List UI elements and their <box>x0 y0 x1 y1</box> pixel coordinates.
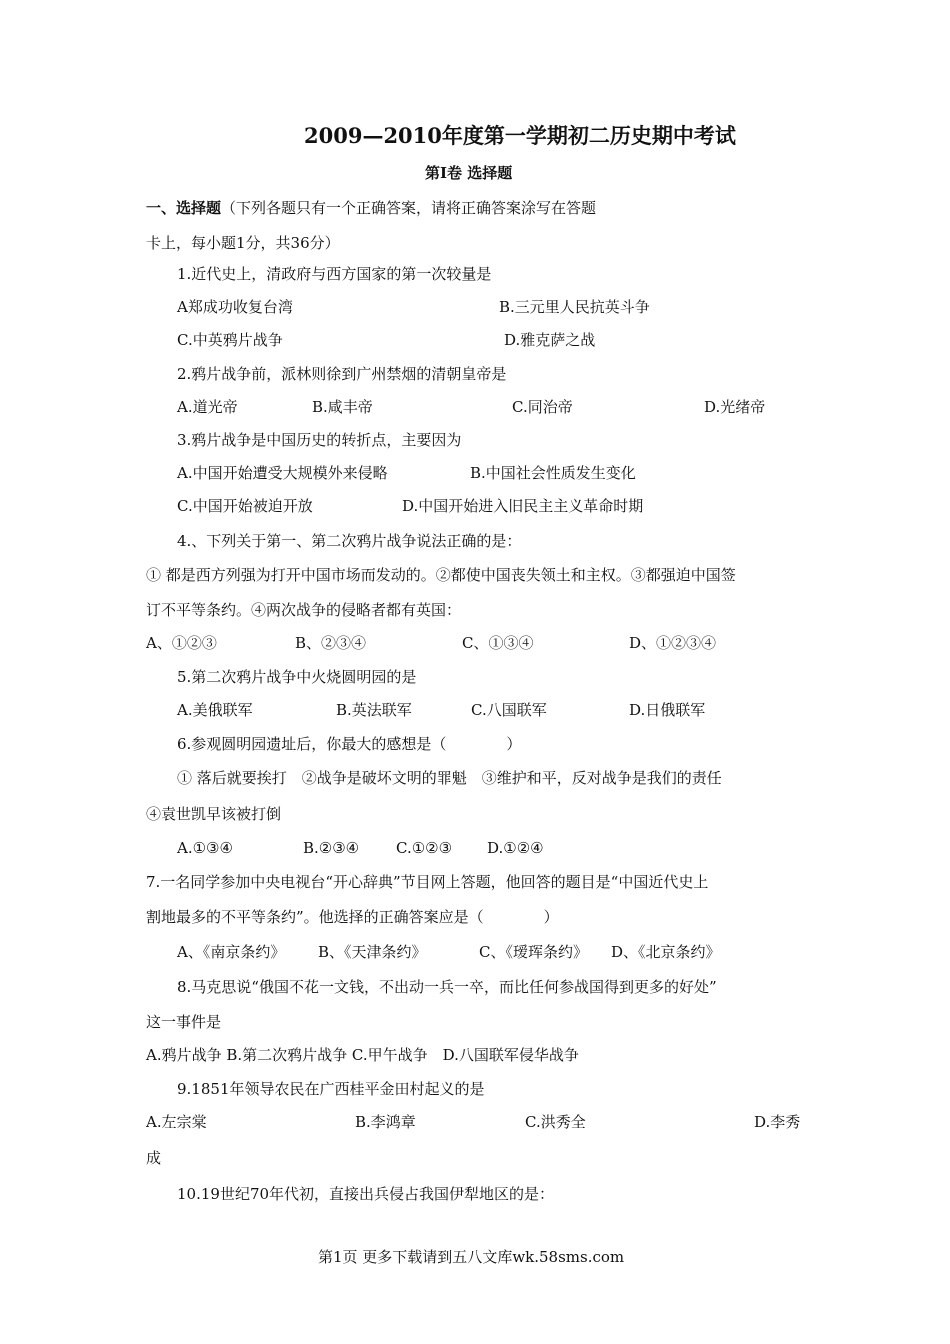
q10-stem: 10.19世纪70年代初，直接出兵侵占我国伊犁地区的是： <box>177 1185 555 1203</box>
q7-option-b: B、《天津条约》 <box>318 943 427 961</box>
q7-option-c: C、《瑷珲条约》 <box>479 943 588 961</box>
q9-option-d: D.李秀 <box>754 1113 801 1131</box>
q7-option-a: A、《南京条约》 <box>177 943 286 961</box>
q6-statement-line: ① 落后就要挨打 ②战争是破坏文明的罪魁 ③维护和平，反对战争是我们的责任 <box>177 769 722 787</box>
part-subtitle: 第I卷 选择题 <box>425 164 513 182</box>
q5-stem: 5.第二次鸦片战争中火烧圆明园的是 <box>177 668 417 686</box>
q7-stem-line: 7.一名同学参加中央电视台“开心辞典”节目网上答题，他回答的题目是“中国近代史上 <box>146 873 709 891</box>
q3-option-d: D.中国开始进入旧民主主义革命时期 <box>402 497 644 515</box>
q4-option-a: A、①②③ <box>146 634 217 652</box>
q3-option-a: A.中国开始遭受大规模外来侵略 <box>177 464 388 482</box>
q8-stem-line: 8.马克思说“俄国不花一文钱，不出动一兵一卒，而比任何参战国得到更多的好处” <box>177 978 717 996</box>
q1-option-a: A郑成功收复台湾 <box>177 298 293 316</box>
q6-option-a: A.①③④ <box>177 839 233 857</box>
q6-option-b: B.②③④ <box>303 839 360 857</box>
q5-option-c: C.八国联军 <box>471 701 547 719</box>
page-title: 2009—2010年度第一学期初二历史期中考试 <box>304 123 736 148</box>
page-footer: 第1页 更多下载请到五八文库wk.58sms.com <box>318 1248 625 1266</box>
q4-stem: 4.、下列关于第一、第二次鸦片战争说法正确的是： <box>177 532 522 550</box>
q2-option-a: A.道光帝 <box>177 398 238 416</box>
q4-option-c: C、①③④ <box>462 634 534 652</box>
q2-option-d: D.光绪帝 <box>704 398 766 416</box>
q6-stem: 6.参观圆明园遗址后，你最大的感想是（ ） <box>177 735 522 753</box>
q7-option-d: D、《北京条约》 <box>611 943 721 961</box>
q8-stem-line: 这一事件是 <box>146 1013 222 1031</box>
q9-option-d-cont: 成 <box>146 1149 162 1167</box>
section-instruction: （下列各题只有一个正确答案，请将正确答案涂写在答题 <box>221 199 597 217</box>
q8-options: A.鸦片战争 B.第二次鸦片战争 C.甲午战争 D.八国联军侵华战争 <box>146 1046 579 1064</box>
q9-option-a: A.左宗棠 <box>146 1113 207 1131</box>
q7-stem-line: 割地最多的不平等条约”。他选择的正确答案应是（ ） <box>146 908 559 926</box>
q3-option-c: C.中国开始被迫开放 <box>177 497 313 515</box>
q5-option-b: B.英法联军 <box>336 701 412 719</box>
section-instruction-cont: 卡上，每小题1分，共36分） <box>146 234 340 252</box>
section-heading: 一、选择题 <box>146 199 222 217</box>
q4-option-b: B、②③④ <box>295 634 367 652</box>
q5-option-d: D.日俄联军 <box>629 701 706 719</box>
q2-option-c: C.同治帝 <box>512 398 573 416</box>
q1-stem: 1.近代史上，清政府与西方国家的第一次较量是 <box>177 265 492 283</box>
q1-option-c: C.中英鸦片战争 <box>177 331 283 349</box>
q6-statement-line: ④袁世凯早该被打倒 <box>146 805 282 823</box>
q5-option-a: A.美俄联军 <box>177 701 253 719</box>
q4-option-d: D、①②③④ <box>629 634 717 652</box>
q3-option-b: B.中国社会性质发生变化 <box>470 464 636 482</box>
q2-stem: 2.鸦片战争前，派林则徐到广州禁烟的清朝皇帝是 <box>177 365 507 383</box>
q4-statement-line: ① 都是西方列强为打开中国市场而发动的。②都使中国丧失领土和主权。③都强迫中国签 <box>146 566 736 584</box>
q4-statement-line: 订不平等条约。④两次战争的侵略者都有英国： <box>146 601 462 619</box>
q6-option-c: C.①②③ <box>396 839 453 857</box>
section-heading-line <box>146 198 596 218</box>
q1-option-b: B.三元里人民抗英斗争 <box>499 298 650 316</box>
q9-option-c: C.洪秀全 <box>525 1113 586 1131</box>
q3-stem: 3.鸦片战争是中国历史的转折点，主要因为 <box>177 431 462 449</box>
q6-option-d: D.①②④ <box>487 839 544 857</box>
q1-option-d: D.雅克萨之战 <box>504 331 596 349</box>
q2-option-b: B.咸丰帝 <box>312 398 373 416</box>
q9-option-b: B.李鸿章 <box>355 1113 416 1131</box>
q9-stem: 9.1851年领导农民在广西桂平金田村起义的是 <box>177 1080 485 1098</box>
